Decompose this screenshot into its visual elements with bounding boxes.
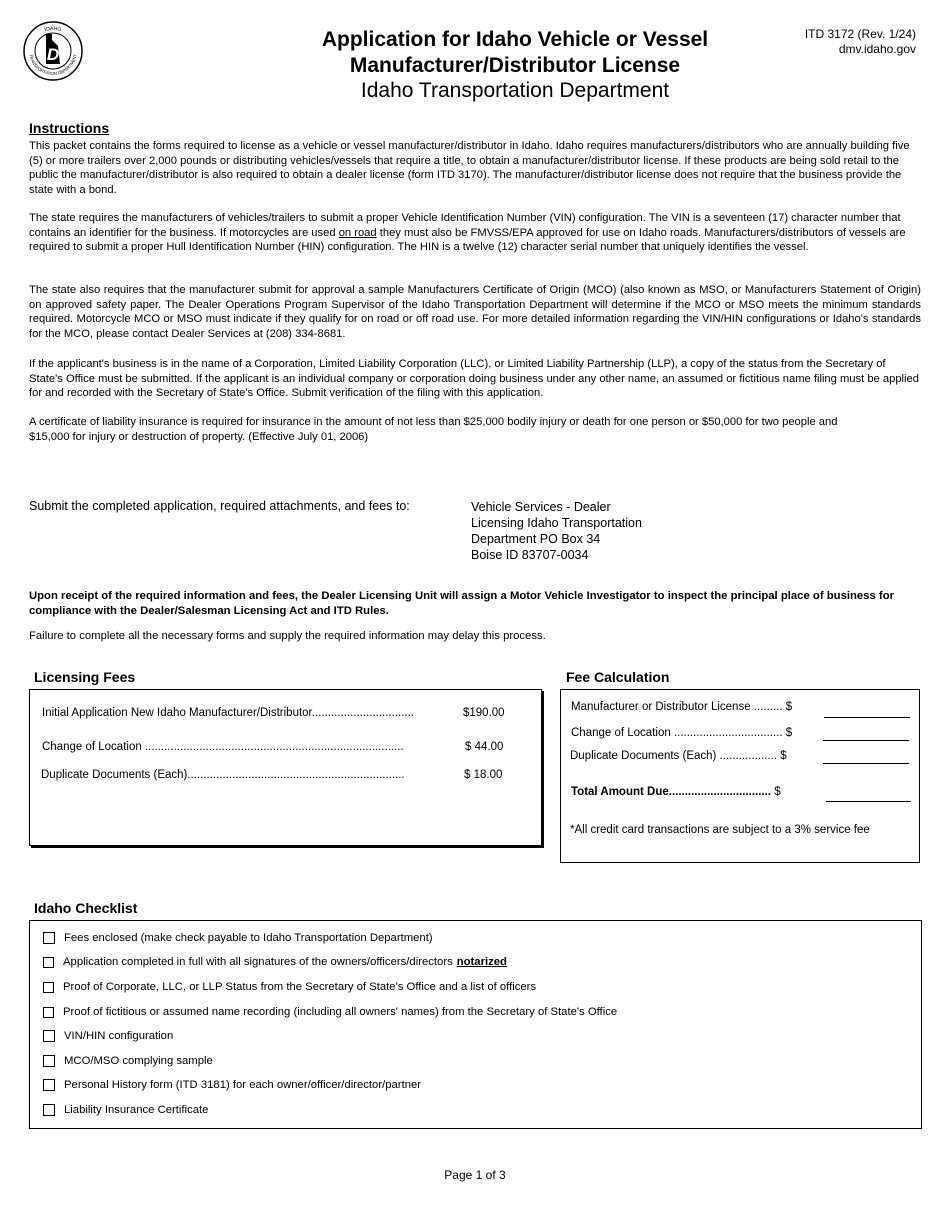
- calc-input-line[interactable]: [824, 717, 910, 718]
- notarized-emphasis: notarized: [456, 956, 507, 968]
- svg-text:TRANSPORTATION DEPARTMENT: TRANSPORTATION DEPARTMENT: [28, 53, 78, 77]
- calc-input-line[interactable]: [823, 740, 909, 741]
- checklist-item[interactable]: Fees enclosed (make check payable to Idaho Transportation Department): [43, 932, 433, 944]
- total-label: Total Amount Due: [571, 786, 669, 798]
- total-currency: $: [774, 786, 781, 798]
- fee-label: Duplicate Documents (Each)....................................................................: [41, 769, 405, 781]
- checklist-item[interactable]: Personal History form (ITD 3181) for each owner/officer/director/partner: [43, 1079, 421, 1091]
- total-dots: ................................: [668, 786, 771, 798]
- calc-label: Manufacturer or Distributor License ......... $: [571, 701, 793, 713]
- checkbox[interactable]: [43, 1055, 55, 1067]
- page-number: Page 1 of 3: [444, 1168, 506, 1182]
- failure-notice: Failure to complete all the necessary forms and supply the required information may delay this process.: [29, 630, 546, 642]
- checkbox[interactable]: [43, 957, 54, 968]
- calc-total-row: [571, 786, 781, 798]
- checkbox[interactable]: [43, 1079, 55, 1091]
- inspection-notice: Upon receipt of the required information and fees, the Dealer Licensing Unit will assign a Motor Vehicle Investigator to inspect the principal place of business for compliance with the Dealer/Salesman Licensing Act and ITD Rules.: [29, 590, 894, 617]
- checkbox[interactable]: [43, 932, 55, 944]
- checklist-item[interactable]: Liability Insurance Certificate: [43, 1104, 208, 1116]
- checkbox[interactable]: [43, 1030, 55, 1042]
- mailing-address: [471, 499, 642, 563]
- instructions-heading: Instructions: [29, 120, 110, 136]
- checkbox[interactable]: [43, 982, 54, 993]
- svg-text:IDAHO: IDAHO: [43, 25, 62, 34]
- fee-calculation-box: [560, 689, 920, 863]
- fee-label: Change of Location .................................................................................: [42, 741, 404, 753]
- checklist-item[interactable]: Proof of Corporate, LLC, or LLP Status from the Secretary of State's Office and a list of officers: [43, 981, 536, 993]
- checklist-heading: Idaho Checklist: [34, 900, 138, 916]
- fee-calculation-heading: Fee Calculation: [566, 669, 670, 685]
- fee-label: Initial Application New Idaho Manufacturer/Distributor................................: [42, 707, 414, 719]
- checklist-item[interactable]: Proof of fictitious or assumed name recording (including all owners' names) from the Secretary of State's Office: [43, 1006, 617, 1018]
- svg-text:D: D: [46, 45, 60, 64]
- checkbox[interactable]: [43, 1007, 54, 1018]
- checklist-item[interactable]: VIN/HIN configuration: [43, 1030, 173, 1042]
- checklist-box: [29, 920, 922, 1129]
- fee-amount: $ 44.00: [465, 741, 504, 753]
- address-line: Licensing Idaho Transportation: [471, 516, 642, 530]
- address-line: Vehicle Services - Dealer: [471, 500, 611, 514]
- calc-input-line[interactable]: [823, 763, 909, 764]
- idaho-itd-logo: [22, 20, 84, 82]
- address-line: Boise ID 83707-0034: [471, 548, 589, 562]
- website: dmv.idaho.gov: [838, 42, 916, 56]
- checklist-item[interactable]: Application completed in full with all signatures of the owners/officers/directors notarized: [43, 956, 507, 968]
- form-number: ITD 3172 (Rev. 1/24): [804, 27, 916, 41]
- calc-label: Change of Location .................................. $: [571, 727, 793, 739]
- form-subtitle: Idaho Transportation Department: [360, 79, 670, 102]
- checkbox[interactable]: [43, 1104, 55, 1116]
- licensing-fees-box: [29, 689, 542, 846]
- form-number-block: [805, 27, 916, 57]
- instructions-paragraph-3: The state also requires that the manufacturer submit for approval a sample Manufacturers Certificate of Origin (MCO) (also known as MSO, or Manufacturers Statement of Origin) on approved safety paper. The Dealer Operations Program Supervisor of the Idaho Transportation Department will determine if the MCO or MSO meets the minimum standards required. Motorcycle MCO or MSO must indicate if they qualify for on road or off road use. For more detailed information regarding the VIN/HIN configurations or Idaho's standards for the MCO, please contact Dealer Services at (208) 334-8681.: [29, 284, 921, 341]
- checklist-item[interactable]: MCO/MSO complying sample: [43, 1055, 213, 1067]
- calc-label: Duplicate Documents (Each) .................. $: [570, 750, 787, 762]
- form-title-line1: Application for Idaho Vehicle or Vessel: [321, 28, 709, 51]
- instructions-paragraph-1: This packet contains the forms required to license as a vehicle or vessel manufacturer/distributor in Idaho. Idaho requires manufacturers/distributors who are annually building five (5) or more trailers over 2,000 pounds or distributing vehicles/vessels that require a title, to obtain a manufacturer/distributor license. If these products are being sold retail to the public the manufacturer/distributor is also required to obtain a dealer license (form ITD 3170). The manufacturer/distributor license does not require that the business provide the state with a bond.: [29, 140, 910, 197]
- form-title-line2: Manufacturer/Distributor License: [349, 54, 681, 77]
- total-input-line[interactable]: [826, 801, 911, 802]
- instructions-paragraph-5: A certificate of liability insurance is required for insurance in the amount of not less than $25,000 bodily injury or death for one person or $50,000 for two people and $15,000 for injury or destruction of property. (Effective July 01, 2006): [29, 416, 838, 443]
- instructions-paragraph-4: If the applicant's business is in the name of a Corporation, Limited Liability Corporation (LLC), or Limited Liability Partnership (LLP), a copy of the status from the Secretary of State's Office must be submitted. If the applicant is an individual company or corporation doing business under any other name, an assumed or fictitious name filing must be applied for and recorded with the Secretary of State's Office. Submit verification of the filing with this application.: [29, 358, 919, 400]
- instructions-paragraph-2: The state requires the manufacturers of vehicles/trailers to submit a proper Vehicle Identification Number (VIN) configuration. The VIN is a seventeen (17) character number that contains an identifier for the business. If motorcycles are used on road they must also be FMVSS/EPA approved for use on Idaho roads. Manufacturers/distributors of vessels are required to submit a proper Hull Identification Number (HIN) configuration. The HIN is a twelve (12) character serial number that uniquely identifies the vessel.: [29, 212, 906, 254]
- licensing-fees-heading: Licensing Fees: [34, 669, 136, 685]
- fee-amount: $ 18.00: [464, 769, 503, 781]
- address-line: Department PO Box 34: [471, 532, 601, 546]
- fee-amount: $190.00: [463, 707, 505, 719]
- submit-label: Submit the completed application, required attachments, and fees to:: [29, 499, 410, 513]
- service-fee-note: *All credit card transactions are subject to a 3% service fee: [570, 824, 870, 836]
